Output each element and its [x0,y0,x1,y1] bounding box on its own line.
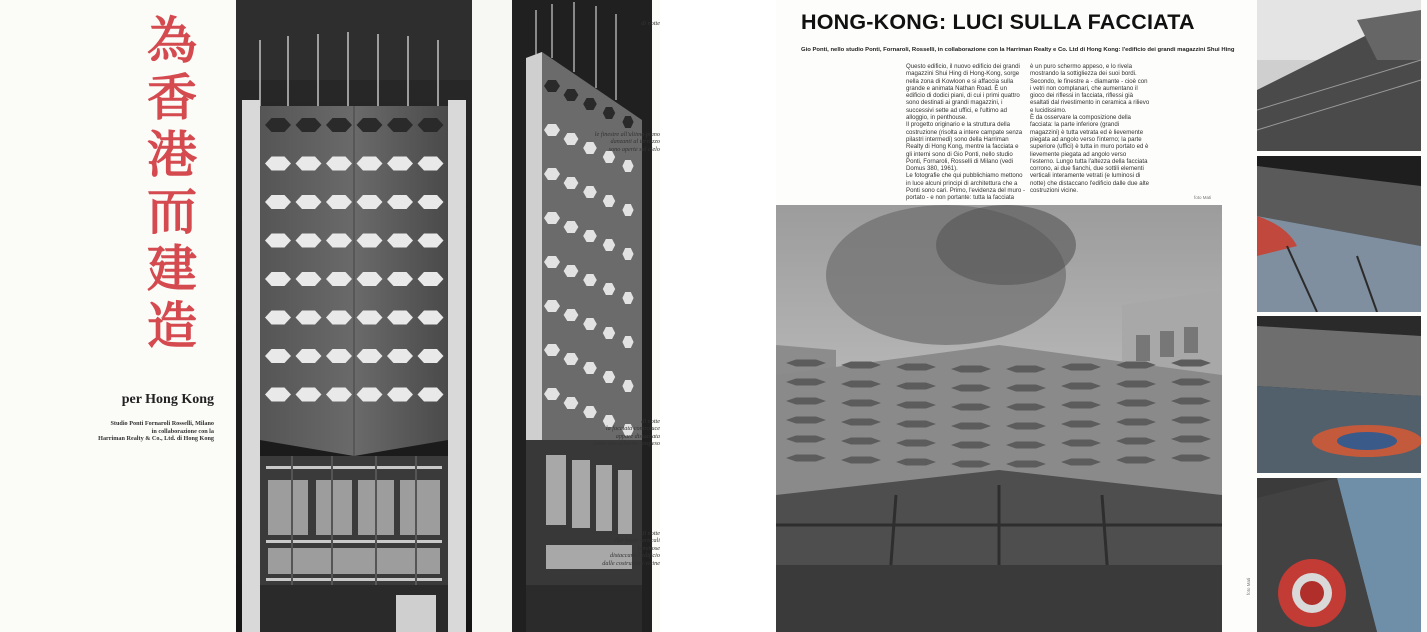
caption-line: dalle costruzioni vicine [602,559,660,567]
calligraphy-char: 香 [147,68,197,127]
caption-line: di notte [641,530,660,537]
caption-line: sono aperte sul cielo [608,145,660,153]
paragraph: è un puro schermo appeso, e lo rivela mostrando la sottigliezza dei suoi bordi. [1030,63,1137,78]
paragraph: Le fotografie che qui pubblichiamo mettono in luce alcuni principi di architettura che a Ponti sono cari. Primo, l'evidenza del muro - portato - e non portante: tutta la facciata [906,172,1026,202]
caption-line: come uno schermo sospeso [592,440,660,448]
caption-line: appare distaccata [615,432,660,440]
caption-line: di notte [641,418,660,425]
studio-credit [40,420,214,443]
strip-photo-3 [1257,316,1421,473]
caption-facade-night [560,418,660,448]
caption-line: la facciata controluce [605,425,660,433]
calligraphy-column [132,12,212,354]
per-hong-kong-heading: per Hong Kong [121,392,214,407]
strip-photo-2 [1257,156,1421,312]
caption-line: distaccano l'edificio [610,552,660,560]
facade-front-photo [236,0,472,632]
credit-line: in collaborazione con la [151,427,214,435]
spread-gutter [660,0,776,632]
strip-photo-4 [1257,478,1421,632]
credit-line: Studio Ponti Fornaroli Rosselli, Milano [110,420,214,427]
calligraphy-char: 港 [147,125,197,184]
left-page [0,0,660,632]
text-column-2 [1030,63,1150,194]
low-angle-facade-photo [776,205,1222,632]
caption-line: luminose [637,544,660,552]
calligraphy-char: 建 [147,239,197,298]
calligraphy-char: 而 [147,182,197,241]
right-page [776,0,1427,632]
caption-line: le finestre all'ultimo piano [594,131,660,138]
caption-vertical-light [560,530,660,567]
paragraph: Secondo, le finestre a - diamante - cioè con i vetri non complanari, che aumentano il gioco dei riflessi in facciata, riflessi già esaltati dal rivestimento in ceramica a rilievo e lucidissimo. [1030,77,1150,114]
paragraph: Questo edificio, il nuovo edificio dei grandi magazzini Shui Hing di Hong-Kong, sorge nella zona di Kowloon e si affaccia sulla grande e animata Nathan Road. È un edificio di dodici piani, di cui i primi quattro sono destinati ai grandi magazzini, i successivi sette ad uffici, e l'ultimo ad alloggio, in penthouse. [906,63,1020,122]
calligraphy-char: 為 [147,11,197,70]
article-subtitle: Gio Ponti, nello studio Ponti, Fornaroli, Rosselli, in collaborazione con la Harriman Realty e Co. Ltd di Hong Kong: l'edificio dei grandi magazzini Shui Hing [801,47,1235,53]
credit-line: Harriman Realty & Co., Ltd. di Hong Kong [98,435,214,443]
text-column-1 [906,63,1026,202]
page-gutter [472,0,512,632]
article-title: HONG-KONG: LUCI SULLA FACCIATA [801,10,1195,34]
caption-night-top: di notte [641,20,660,27]
caption-top-floor [560,131,660,153]
paragraph: È da osservare la composizione della facciata: la parte inferiore (grandi magazzini) è tutta vetrata ed è lievemente piegata ad angolo verso l'interno; la parte superiore (uffici) è tutta in muro portato ed è lievemente piegata ad angolo verso l'esterno. Lungo tutta l'altezza della facciata corrono, ai due fianchi, due sottili elementi verticali interamente vetrati (e luminosi di notte) che distaccano l'edificio dalle due alte costruzioni vicine. [1030,114,1150,195]
calligraphy-char: 造 [147,296,197,355]
paragraph: Il progetto originario e la struttura della costruzione (risolta a intere campate senza pilastri intermedi) sono della Harriman Realty di Hong Kong, mentre la facciata e gli interni sono di Gio Ponti, nello studio Ponti, Fornaroli, Rosselli di Milano (vedi Domus 380, 1961). [906,121,1023,173]
strip-photo-1 [1257,0,1421,151]
caption-line: danzanti al terrazzo [610,138,660,146]
caption-line: due fasce verticali [614,537,660,545]
strip-photo-credit: foto Mati [1246,577,1251,595]
photo-credit: foto Mati [1194,195,1212,200]
